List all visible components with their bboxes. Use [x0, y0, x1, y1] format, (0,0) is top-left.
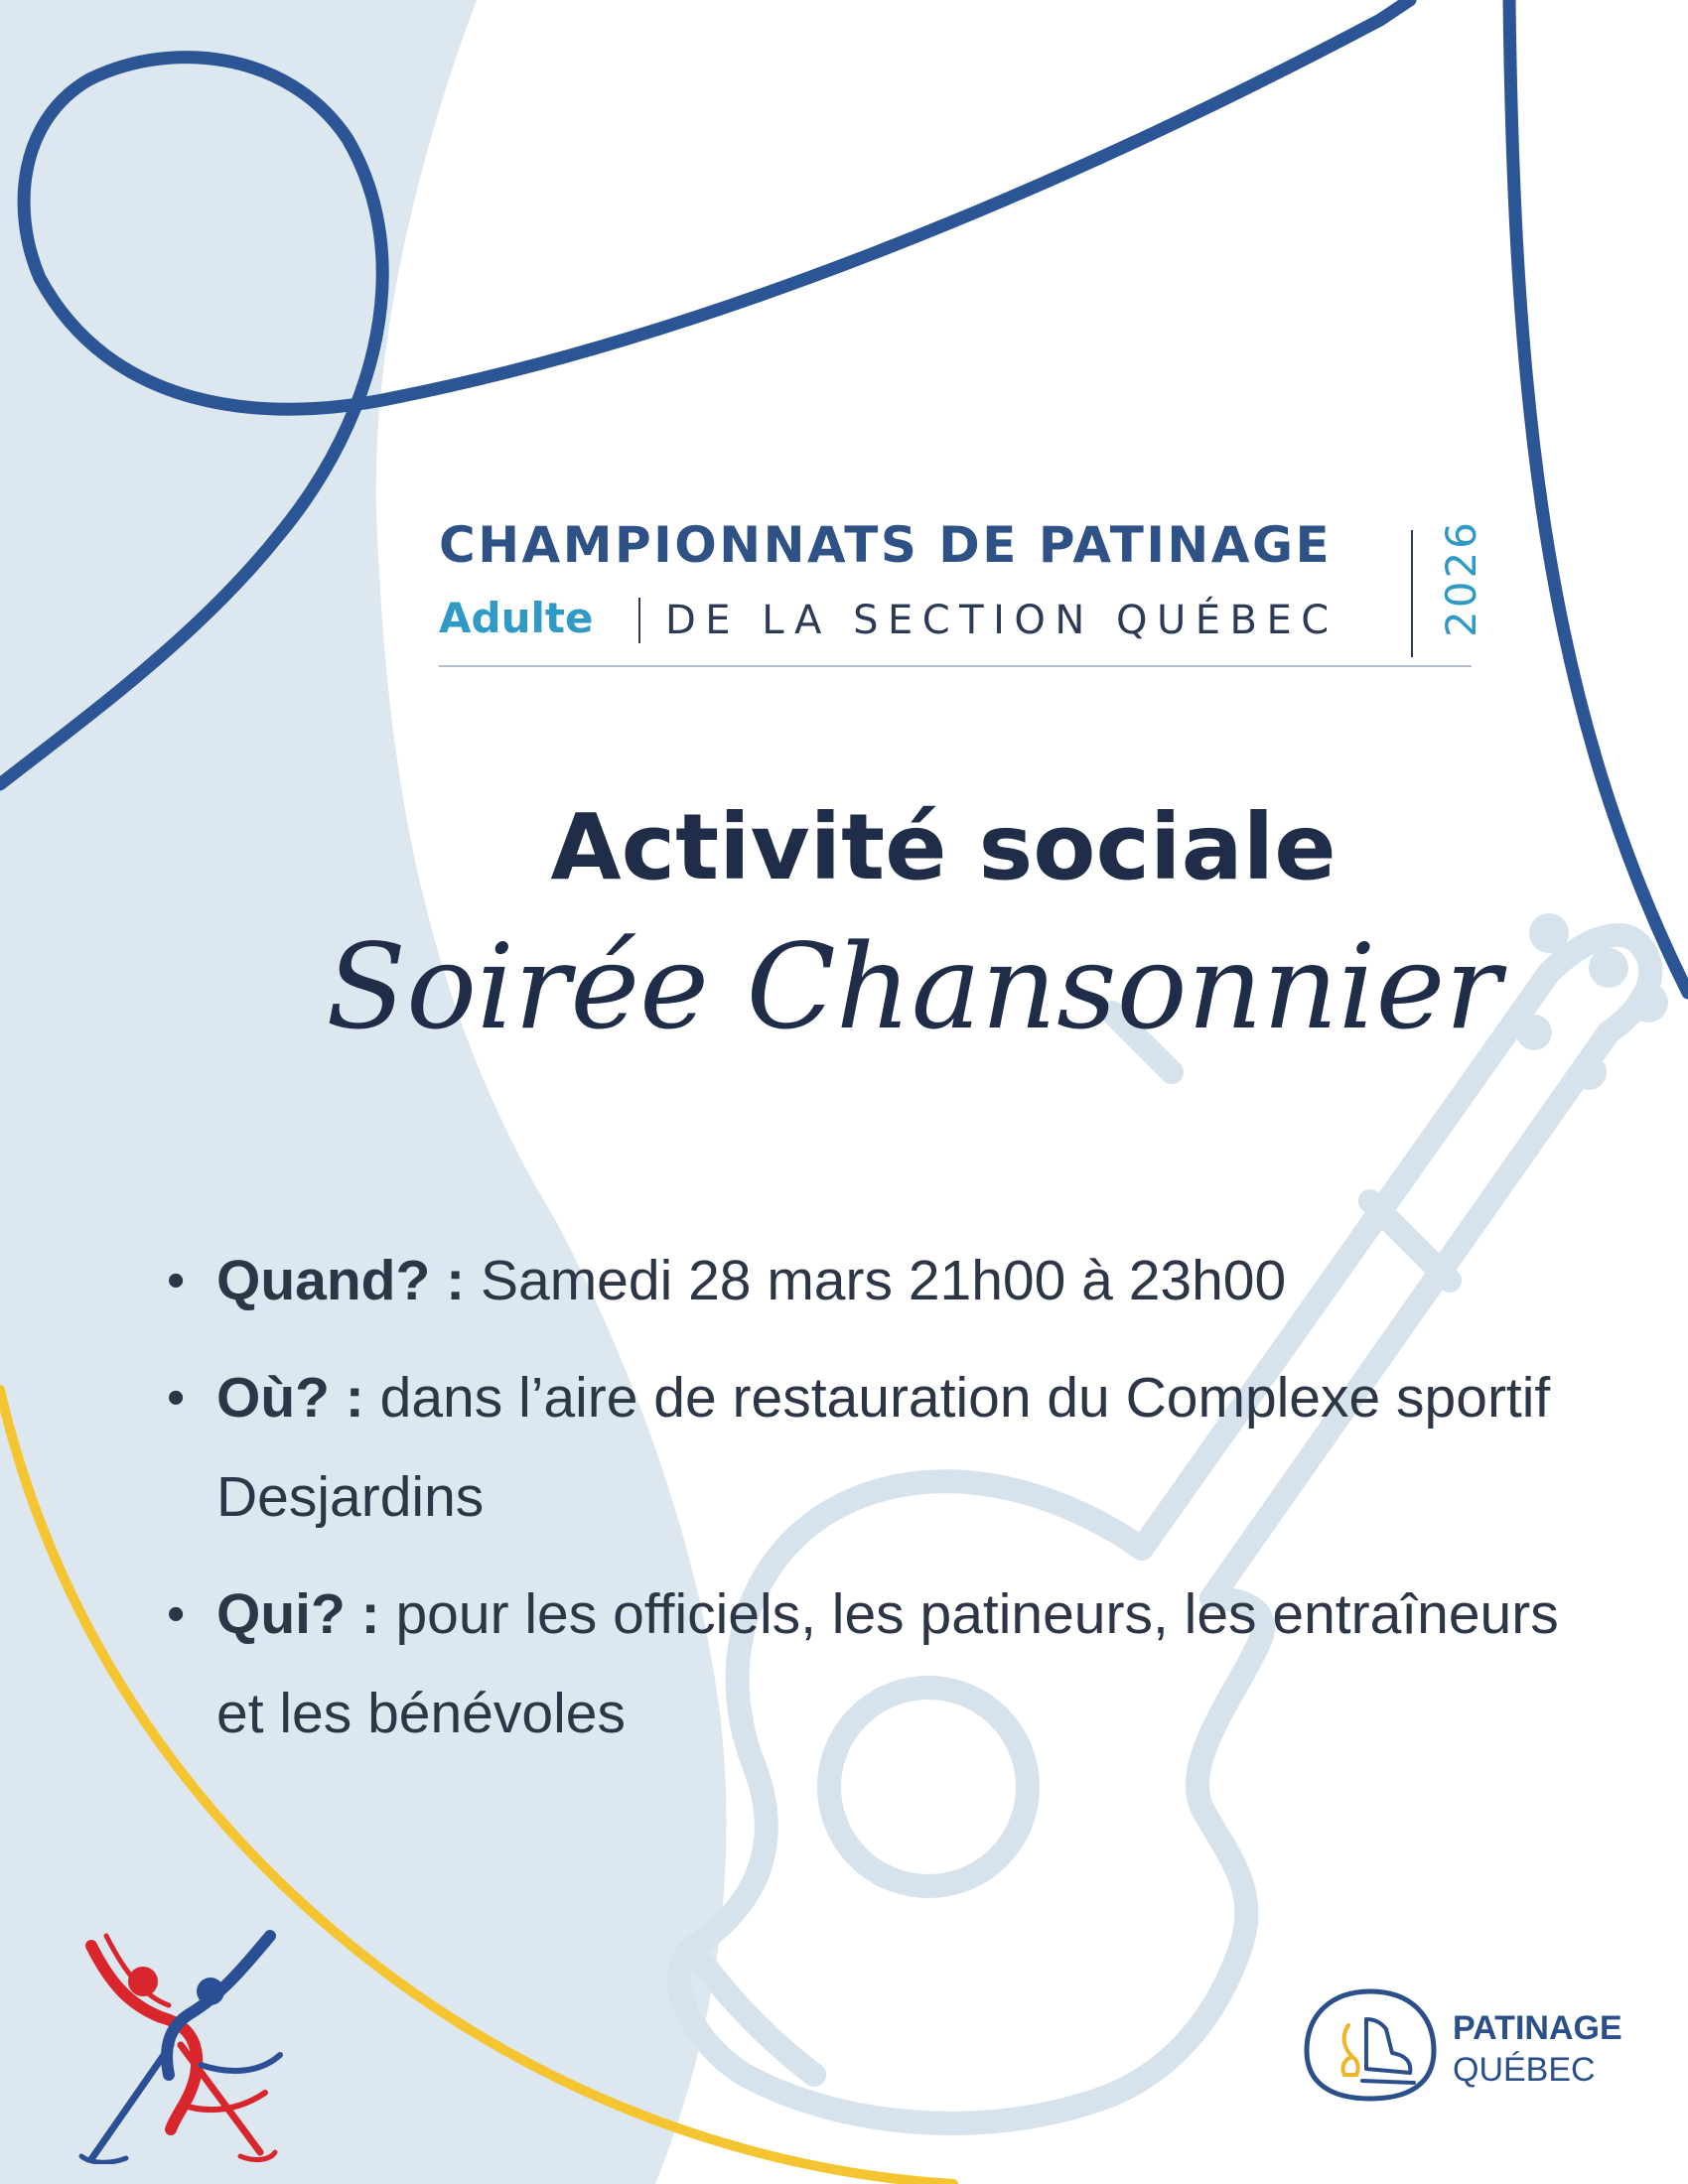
bullet-icon: •	[167, 1369, 186, 1427]
detail-text: pour les officiels, les patineurs, les entraîneurs et les bénévoles	[216, 1582, 1559, 1745]
detail-label: Qui? :	[216, 1582, 380, 1646]
header-divider	[638, 598, 640, 643]
detail-text: dans l’aire de restauration du Complexe sportif Desjardins	[216, 1366, 1551, 1529]
event-title: Activité sociale	[550, 794, 1336, 900]
event-details-list	[167, 1231, 1577, 1763]
event-subtitle: Soirée Chansonnier	[326, 918, 1501, 1055]
light-blue-panel	[0, 0, 727, 2184]
detail-who	[167, 1565, 1577, 1763]
detail-label: Quand? :	[216, 1249, 466, 1312]
detail-when	[167, 1231, 1577, 1330]
detail-label: Où? :	[216, 1366, 364, 1430]
header-year: 2026	[1437, 519, 1485, 637]
logo-text-line1: PATINAGE	[1453, 2009, 1622, 2047]
header-rule	[439, 665, 1472, 667]
bullet-icon: •	[167, 1252, 186, 1309]
header-adulte: Adulte	[439, 594, 594, 642]
bullet-icon: •	[167, 1585, 186, 1643]
detail-where	[167, 1348, 1577, 1547]
skaters-logo-icon	[71, 1926, 290, 2164]
logo-text-line2: QUÉBEC	[1453, 2051, 1596, 2089]
header-subtitle: DE LA SECTION QUÉBEC	[665, 598, 1338, 643]
header-year-divider	[1411, 530, 1413, 657]
header-title: CHAMPIONNATS DE PATINAGE	[439, 516, 1333, 574]
patinage-quebec-logo-icon	[1301, 1985, 1440, 2105]
detail-text: Samedi 28 mars 21h00 à 23h00	[465, 1249, 1287, 1312]
